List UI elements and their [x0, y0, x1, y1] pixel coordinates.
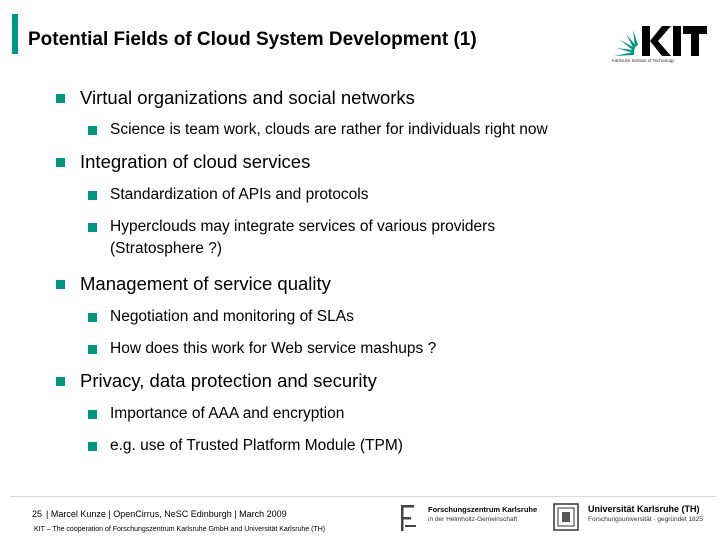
bullet-marker [56, 94, 65, 103]
bullet-integration-cloud-services: Integration of cloud services [80, 151, 311, 172]
fzk-logo-icon [396, 503, 418, 533]
bullet-service-quality: Management of service quality [80, 273, 331, 294]
bullet-marker [56, 280, 65, 289]
page-number: 25 [32, 509, 43, 519]
sub-bullet-marker [88, 410, 97, 419]
sub-bullet-hyperclouds: Hyperclouds may integrate services of various providers [110, 218, 496, 235]
sub-bullet-marker [88, 223, 97, 232]
sub-bullet-marker [88, 191, 97, 200]
bullet-virtual-organizations: Virtual organizations and social networks [80, 87, 415, 108]
sub-bullet-standardization: Standardization of APIs and protocols [110, 186, 369, 203]
university-name: Universität Karlsruhe (TH) Forschungsuniversität · gegründet 1825 [588, 504, 703, 523]
sub-bullet-web-service-mashups: How does this work for Web service mashups ? [110, 340, 437, 357]
bullet-marker [56, 377, 65, 386]
sub-bullet-hyperclouds-continuation: (Stratosphere ?) [110, 240, 222, 257]
university-seal-icon [553, 503, 579, 531]
fzk-name: Forschungszentrum Karlsruhe in der Helmholtz-Gemeinschaft [428, 505, 538, 523]
sub-bullet-marker [88, 126, 97, 135]
sub-bullet-tpm: e.g. use of Trusted Platform Module (TPM) [110, 437, 403, 454]
sub-bullet-science-team-work: Science is team work, clouds are rather for individuals right now [110, 121, 548, 138]
bullet-marker [56, 158, 65, 167]
footer-cooperation-note: KIT – The cooperation of Forschungszentrum Karlsruhe GmbH and Universität Karlsruhe (TH) [34, 526, 326, 533]
sub-bullet-marker [88, 313, 97, 322]
sub-bullet-marker [88, 442, 97, 451]
kit-logo-tagline: Karlsruhe Institute of Technology [612, 58, 675, 63]
sub-bullet-aaa-encryption: Importance of AAA and encryption [110, 405, 345, 422]
bullet-privacy-security: Privacy, data protection and security [80, 370, 377, 391]
sub-bullet-marker [88, 345, 97, 354]
slide-footer [10, 496, 716, 537]
sub-bullet-negotiation-slas: Negotiation and monitoring of SLAs [110, 308, 354, 325]
slide-title: Potential Fields of Cloud System Development (1) [28, 29, 477, 50]
footer-presentation-info: | Marcel Kunze | OpenCirrus, NeSC Edinburgh | March 2009 [46, 509, 287, 519]
